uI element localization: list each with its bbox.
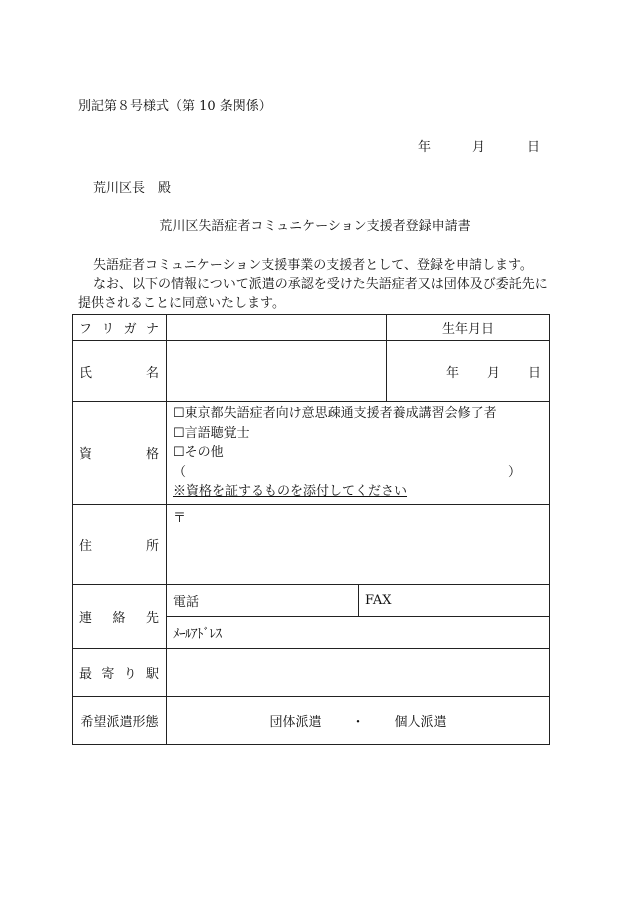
birthdate-label: 生年月日 (387, 315, 550, 341)
phone-field[interactable]: 電話 (167, 584, 359, 616)
address-label: 住 所 (73, 504, 167, 584)
birth-year-label: 年 (445, 365, 459, 381)
dispatch-option-group[interactable]: 団体派遣 (269, 714, 322, 730)
form-number-label: 別記第８号様式（第 10 条関係） (78, 99, 272, 114)
qual-checkbox-training[interactable]: ☐東京都失語症者向け意思疎通支援者養成講習会修了者 (173, 406, 497, 421)
nearest-station-field[interactable] (167, 648, 550, 696)
application-form-table (72, 314, 550, 745)
email-field[interactable]: ﾒｰﾙｱﾄﾞﾚｽ (167, 616, 550, 648)
dispatch-option-individual[interactable]: 個人派遣 (394, 714, 447, 730)
addressee: 荒川区長 殿 (93, 181, 172, 196)
address-field[interactable] (167, 504, 550, 584)
qual-checkbox-other[interactable]: ☐その他 (173, 445, 224, 460)
intro-paragraph-1: 失語症者コミュニケーション支援事業の支援者として、登録を申請します。 (93, 258, 533, 273)
qual-note: ※資格を証するものを添付してください (173, 484, 408, 499)
intro-text (78, 256, 553, 313)
postal-mark: 〒 (173, 510, 187, 526)
fax-field[interactable]: FAX (359, 584, 550, 616)
date-year-label: 年 (418, 140, 432, 155)
name-label: 氏 名 (73, 341, 167, 402)
birth-day-label: 日 (527, 365, 541, 381)
dispatch-type-label: 希望派遣形態 (73, 696, 167, 744)
nearest-station-label: 最 寄 り 駅 (73, 648, 167, 696)
furigana-field[interactable] (167, 315, 387, 341)
document-title: 荒川区失語症者コミュニケーション支援者登録申請書 (159, 219, 471, 234)
date-day-label: 日 (527, 140, 541, 155)
dispatch-separator: ・ (351, 714, 365, 730)
qualification-field (167, 402, 550, 505)
name-field[interactable] (167, 341, 387, 402)
qual-checkbox-speech-therapist[interactable]: ☐言語聴覚士 (173, 425, 250, 441)
birthdate-field[interactable] (387, 341, 550, 402)
furigana-label: フ リ ガ ナ (73, 315, 167, 341)
dispatch-type-field (167, 696, 550, 744)
intro-paragraph-2: なお、以下の情報について派遣の承認を受けた失語症者又は団体及び委託先に提供されることに同意いたします。 (78, 277, 548, 311)
contact-label: 連 絡 先 (73, 584, 167, 648)
qualification-label: 資 格 (73, 402, 167, 505)
qual-other-input[interactable]: （ ） (173, 464, 521, 480)
birth-month-label: 月 (486, 365, 500, 381)
date-month-label: 月 (472, 140, 486, 155)
